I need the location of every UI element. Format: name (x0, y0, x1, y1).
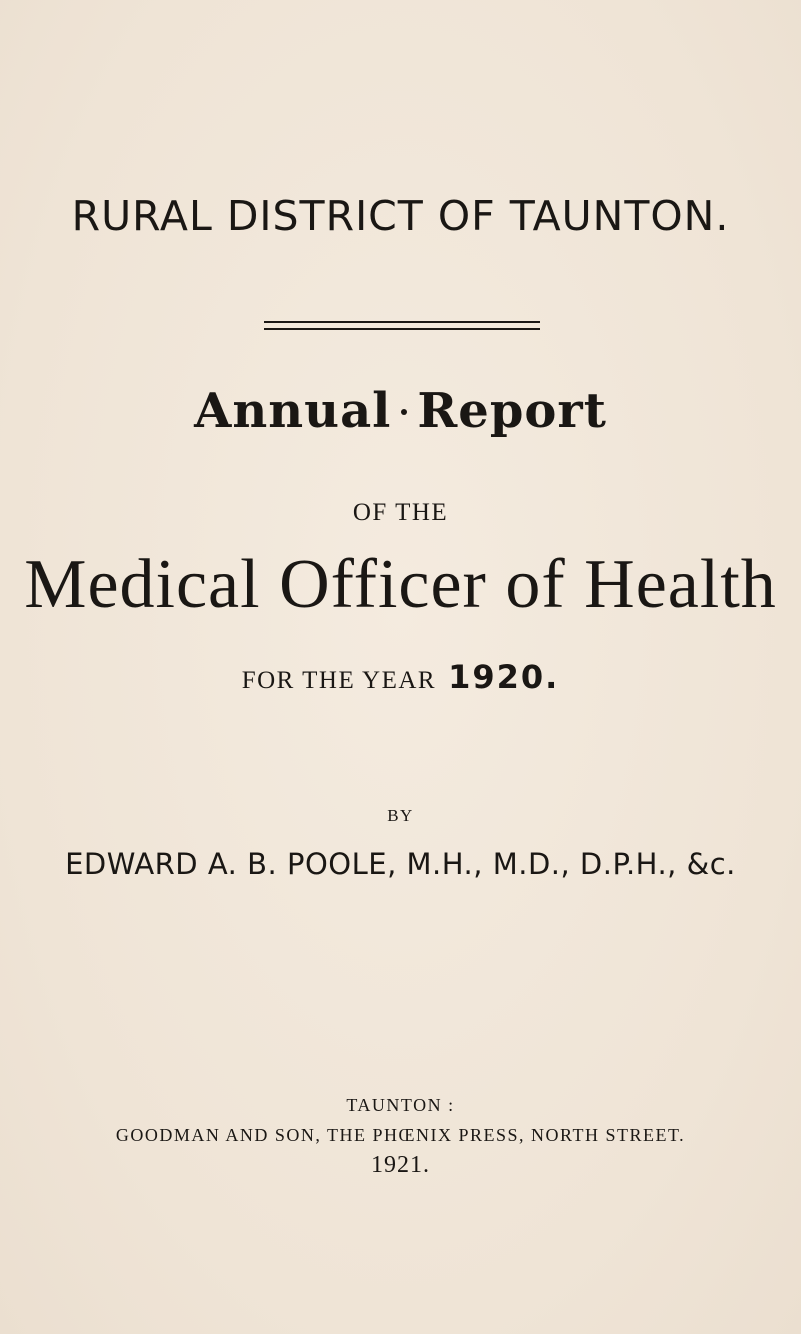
title-rule-upper (264, 321, 540, 323)
imprint-printer: GOODMAN AND SON, THE PHŒNIX PRESS, NORTH STREET. (115, 1125, 686, 1145)
heading-word-report: Report (417, 383, 607, 439)
of-the-text: OF THE (352, 499, 449, 526)
district-title: RURAL DISTRICT OF TAUNTON. (71, 192, 730, 240)
year-line (0, 658, 801, 696)
title-rule-lower (264, 328, 540, 330)
heading-word-annual: Annual (194, 383, 392, 439)
report-heading (0, 383, 801, 439)
imprint-year: 1921. (371, 1152, 430, 1178)
heading-separator-dot (401, 409, 407, 415)
by-text: BY (387, 806, 414, 825)
author-name: EDWARD A. B. POOLE, M.H., M.D., D.P.H., &c. (65, 847, 736, 881)
officer-title: Medical Officer of Health (24, 546, 777, 623)
year-prefix: FOR THE YEAR (241, 667, 437, 694)
imprint-place: TAUNTON : (346, 1095, 455, 1115)
report-year: 1920. (448, 658, 560, 696)
